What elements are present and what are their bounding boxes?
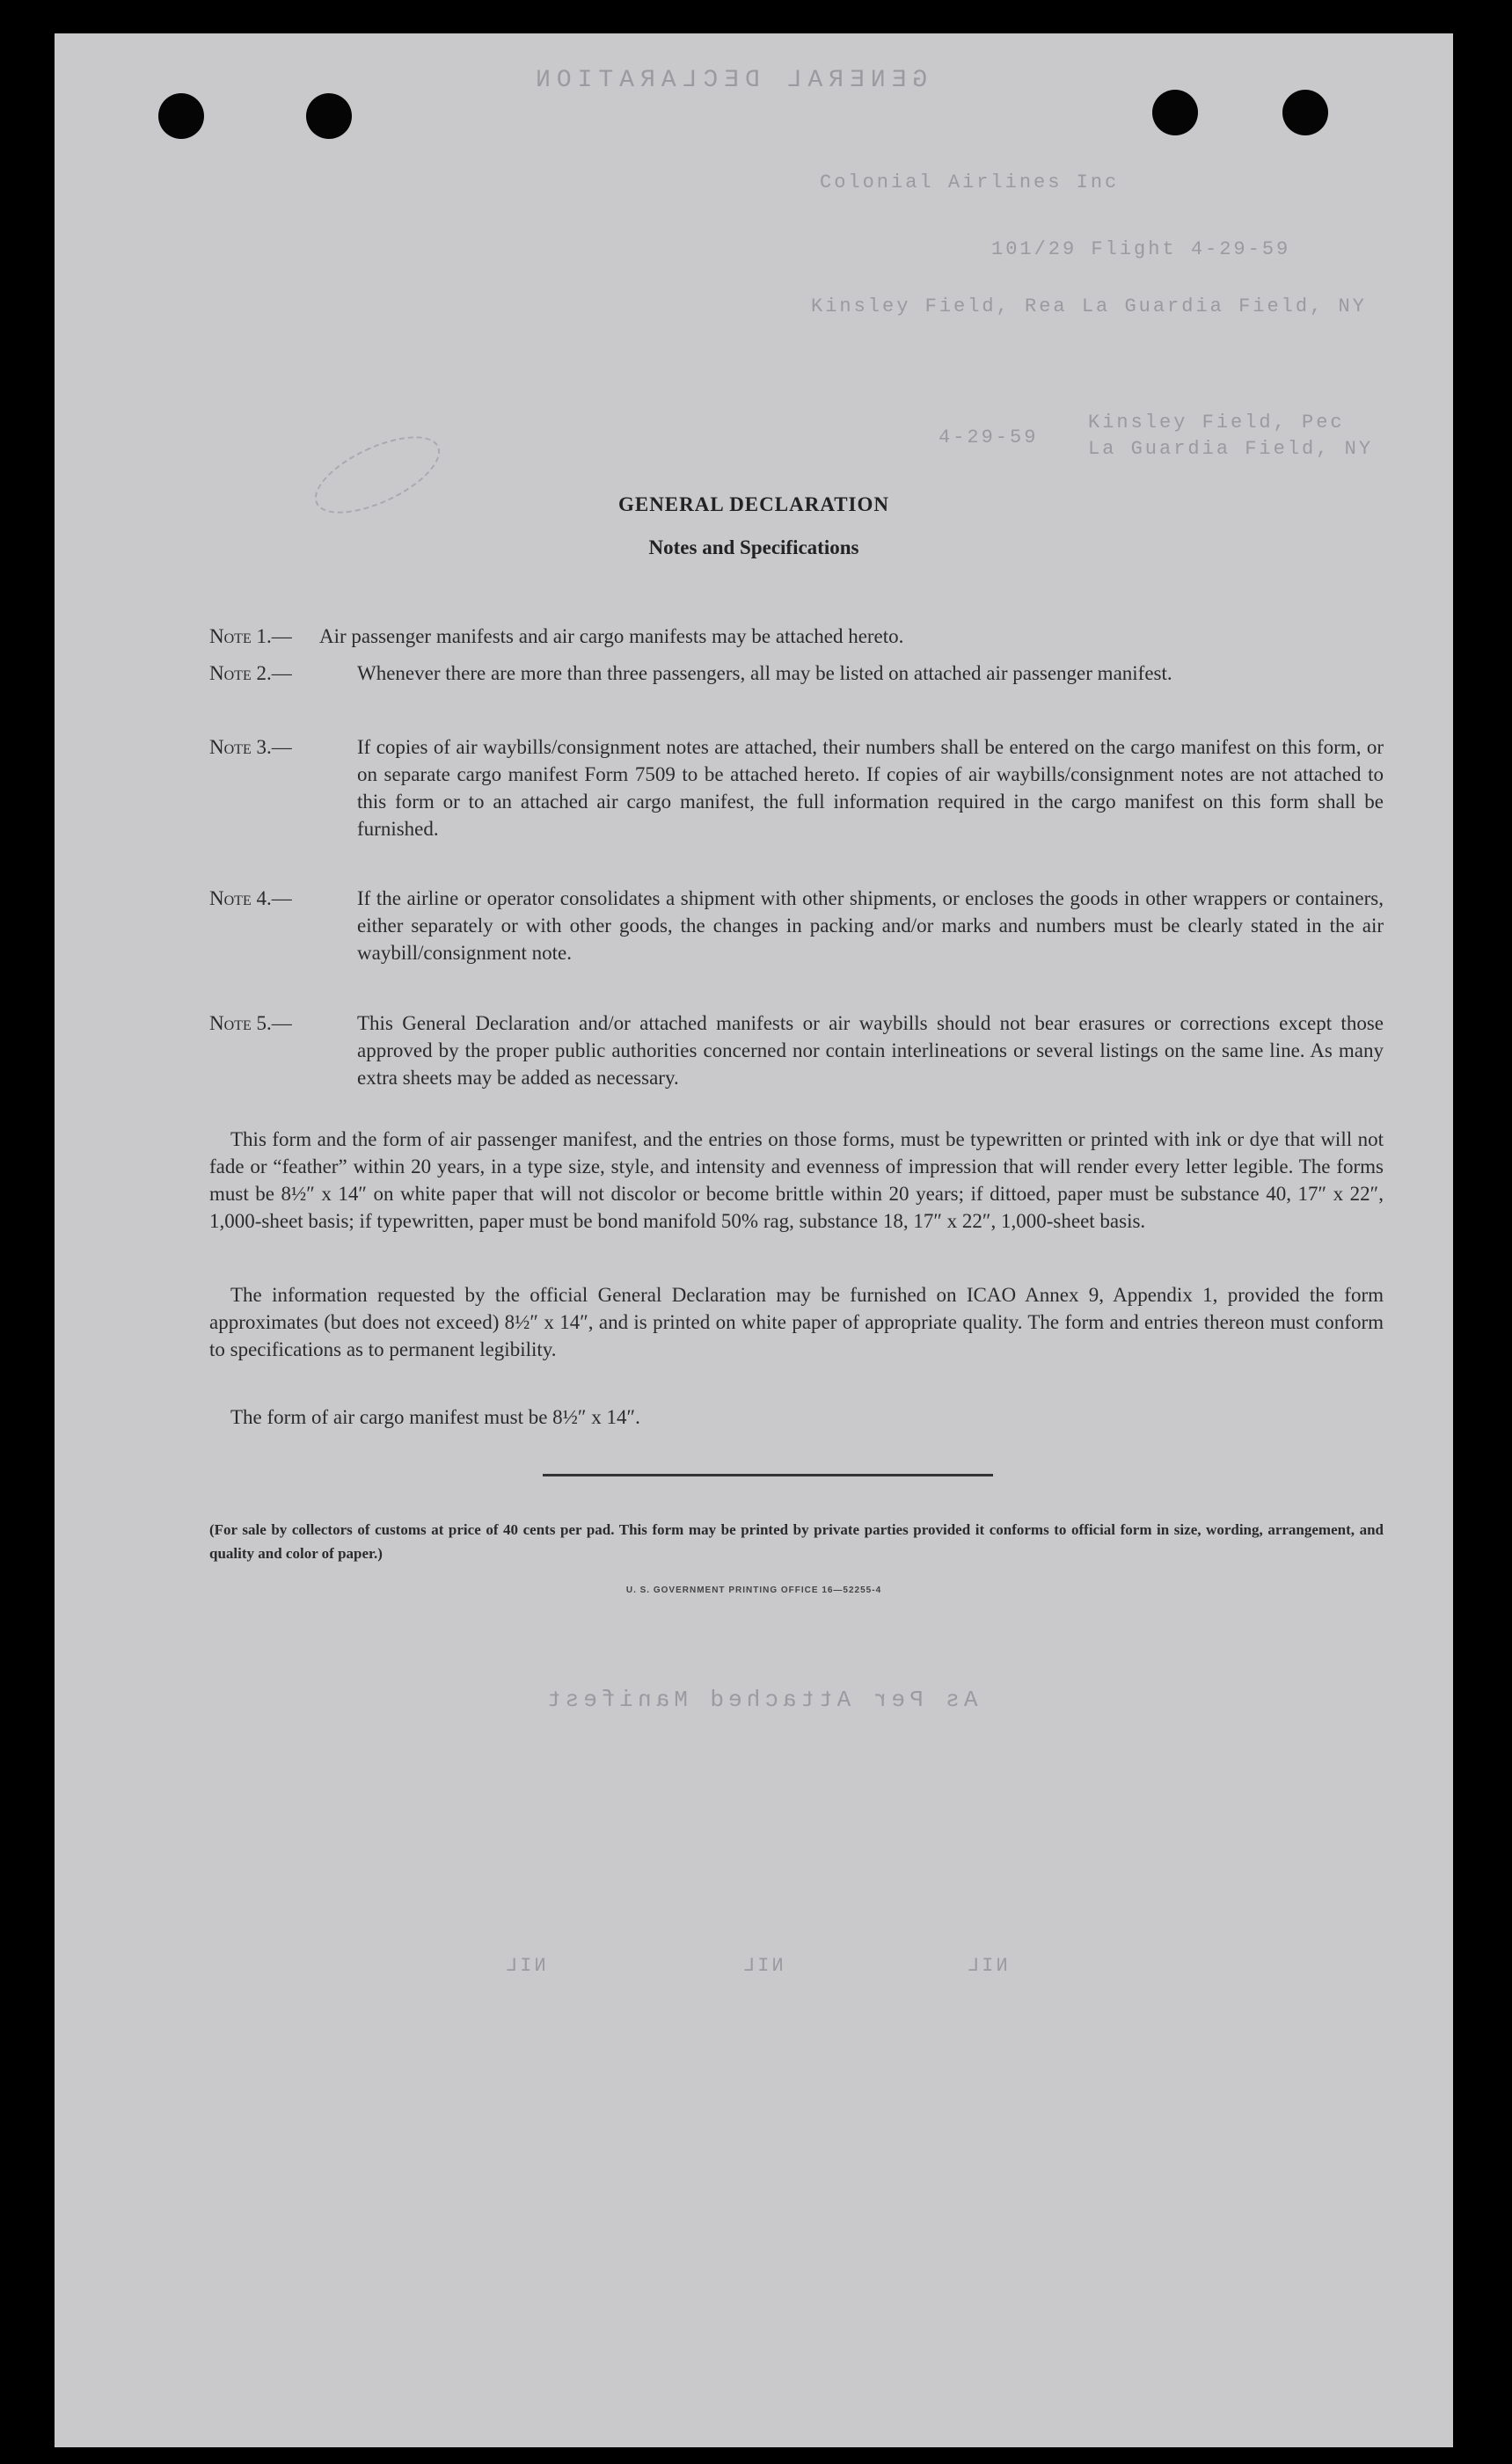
- icao-paragraph: The information requested by the official General Declaration may be furnished on ICAO Annex 9, Appendix 1, provided the form approximates (but does not exceed) 8½″ x 14″, and is printed on white paper of appropriate quality. The form and entries thereon must conform to specifications as to permanent legibility.: [209, 1284, 1384, 1360]
- note-label: Note 1.—: [209, 625, 292, 647]
- note-text: If copies of air waybills/consignment notes are attached, their numbers shall be entered on the cargo manifest on this form, or on separate cargo manifest Form 7509 to be attached hereto. If copies of air waybills/consignment notes are not attached to this form or to an attached air cargo manifest, the full information required in the cargo manifest on this form shall be furnished.: [357, 736, 1384, 840]
- note-3: [209, 733, 1384, 842]
- note-5: [209, 1010, 1384, 1091]
- punch-hole: [158, 93, 204, 139]
- bleed-through-date-line: 101/29 Flight 4-29-59: [991, 238, 1291, 260]
- page-title: GENERAL DECLARATION: [617, 493, 890, 515]
- sale-note: (For sale by collectors of customs at price of 40 cents per pad. This form may be printed by private parties provided it conforms to official form in size, wording, arrangement, and quality and color of paper.): [209, 1521, 1384, 1562]
- note-2: [209, 660, 1384, 687]
- note-label: Note 5.—: [209, 1012, 292, 1034]
- paper-specification-paragraph: This form and the form of air passenger manifest, and the entries on those forms, must be typewritten or printed with ink or dye that will not fade or “feather” within 20 years, in a type size, style, and intensity and evenness of impression that will render every letter legible. The forms must be 8½″ x 14″ on white paper that will not discolor or become brittle within 20 years; if dittoed, paper must be substance 40, 17″ x 22″, 1,000-sheet basis; if typewritten, paper must be bond manifold 50% rag, substance 18, 17″ x 22″, 1,000-sheet basis.: [209, 1128, 1384, 1232]
- bleed-through-place-1: Kinsley Field, Pec: [1088, 412, 1345, 434]
- bleed-through-operator: Colonial Airlines Inc: [820, 171, 1120, 193]
- note-text: This General Declaration and/or attached manifests or air waybills should not bear erasures or corrections except those approved by the proper public authorities concerned nor contain interlineations or several listings on the same line. As many extra sheets may be added as necessary.: [357, 1012, 1384, 1089]
- note-text: Whenever there are more than three passengers, all may be listed on attached air passenger manifest.: [357, 662, 1172, 684]
- note-4: [209, 885, 1384, 966]
- note-1: [209, 623, 1384, 650]
- bleed-through-nil: NIL: [741, 1955, 784, 1977]
- note-text: Air passenger manifests and air cargo manifests may be attached hereto.: [319, 625, 904, 647]
- bleed-through-place-2: La Guardia Field, NY: [1088, 438, 1374, 460]
- note-label: Note 2.—: [209, 662, 292, 684]
- punch-hole: [306, 93, 352, 139]
- punch-hole: [1152, 90, 1198, 135]
- document-page: [55, 33, 1453, 2447]
- bleed-through-nil: NIL: [503, 1955, 546, 1977]
- bleed-through-date-2: 4-29-59: [939, 426, 1039, 448]
- bleed-through-route: Kinsley Field, Rea La Guardia Field, NY: [811, 295, 1367, 317]
- bleed-through-manifest-note: As Per Attached Manifest: [543, 1687, 978, 1713]
- cargo-manifest-size-paragraph: The form of air cargo manifest must be 8½″ x 14″.: [230, 1406, 640, 1428]
- bleed-through-nil: NIL: [965, 1955, 1008, 1977]
- page-subtitle: Notes and Specifications: [648, 536, 859, 558]
- note-label: Note 3.—: [209, 736, 292, 758]
- divider: [543, 1474, 993, 1476]
- note-label: Note 4.—: [209, 887, 292, 909]
- punch-hole: [1282, 90, 1328, 135]
- note-text: If the airline or operator consolidates a shipment with other shipments, or encloses the goods in other wrappers or containers, either separately or with other goods, the changes in packing and/or marks and numbers must be clearly stated in the air waybill/consignment note.: [357, 887, 1384, 964]
- bleed-through-heading: GENERAL DECLARATION: [530, 67, 928, 94]
- printing-office-imprint: U. S. GOVERNMENT PRINTING OFFICE 16—52255-4: [625, 1586, 882, 1595]
